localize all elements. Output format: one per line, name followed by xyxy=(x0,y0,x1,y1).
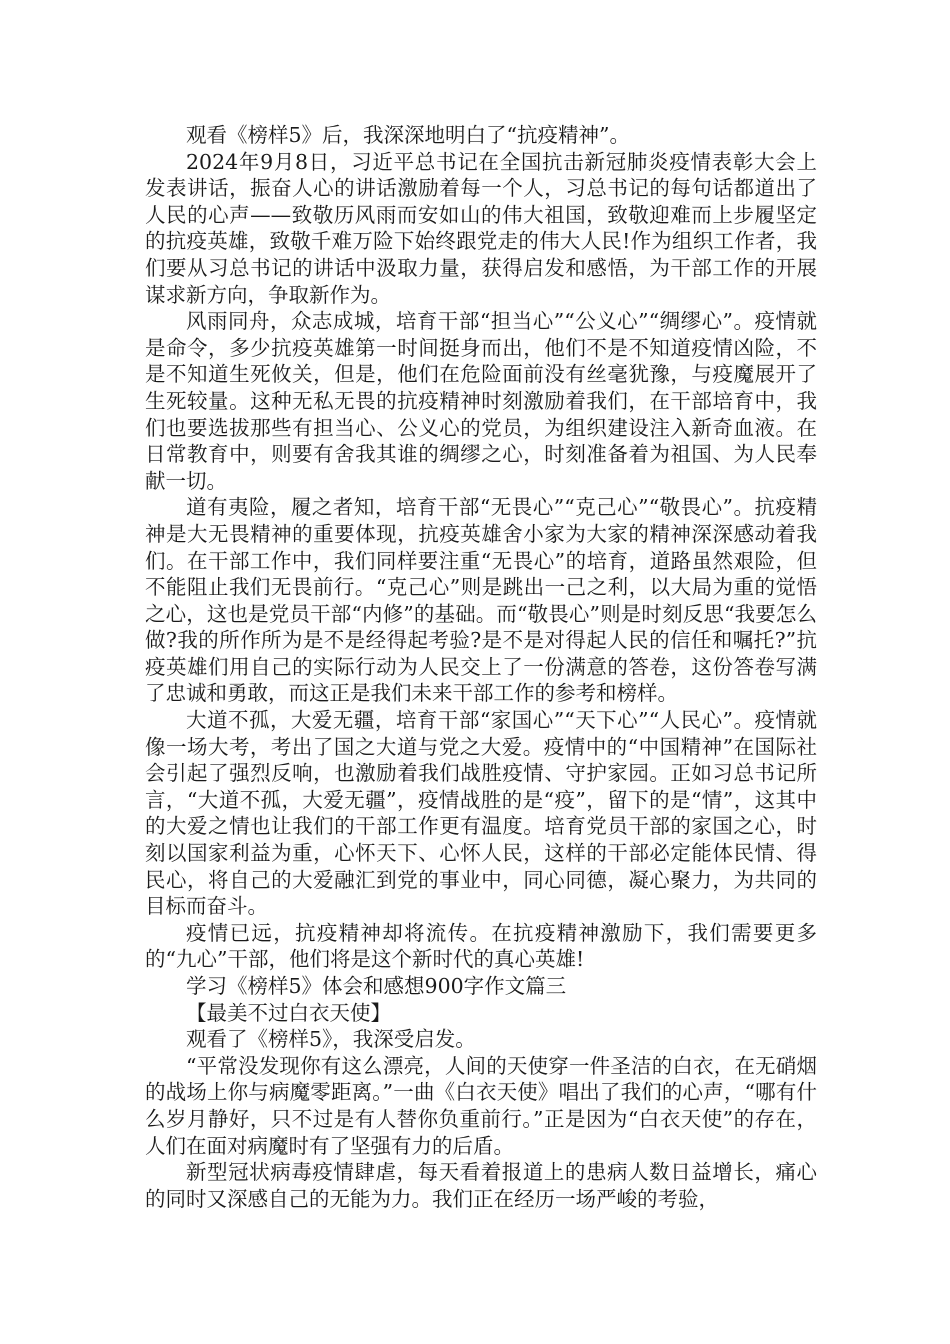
section-subtitle: 【最美不过白衣天使】 xyxy=(186,1000,391,1025)
paragraph-song-quote: “平常没发现你有这么漂亮，人间的天使穿一件圣洁的白衣，在无硝烟的战场上你与病魔零距离。”一曲《白衣天使》唱出了我们的心声，“哪有什么岁月静好，只不过是有人替你负重前行。”正是因为“白衣天使”的存在，人们在面对病魔时有了坚强有力的后盾。 xyxy=(145,1053,817,1158)
section-heading: 学习《榜样5》体会和感想900字作文篇三 xyxy=(186,974,567,998)
paragraph-epidemic: 新型冠状病毒疫情肆虐，每天看着报道上的患病人数日益增长，痛心的同时又深感自己的无能为力。我们正在经历一场严峻的考验， xyxy=(145,1160,817,1211)
paragraph-intro: 观看《榜样5》后，我深深地明白了“抗疫精神”。 xyxy=(186,123,631,147)
paragraph-speech: 2024年9月8日，习近平总书记在全国抗击新冠肺炎疫情表彰大会上发表讲话，振奋人心的讲话激励着每一个人，习总书记的每句话都道出了人民的心声——致敬历风雨而安如山的伟大祖国，致敬迎难而上步履坚定的抗疫英雄，致敬千难万险下始终跟党走的伟大人民!作为组织工作者，我们要从习总书记的讲话中汲取力量，获得启发和感悟，为干部工作的开展谋求新方向，争取新作为。 xyxy=(145,149,817,307)
paragraph-fearless: 道有夷险，履之者知，培育干部“无畏心”“克己心”“敬畏心”。抗疫精神是大无畏精神的重要体现，抗疫英雄舍小家为大家的精神深深感动着我们。在干部工作中，我们同样要注重“无畏心”的培育，道路虽然艰险，但不能阻止我们无畏前行。“克己心”则是跳出一己之利，以大局为重的觉悟之心，这也是党员干部“内修”的基础。而“敬畏心”则是时刻反思“我要怎么做?我的所作所为是不是经得起考验?是不是对得起人民的信任和嘱托?”抗疫英雄们用自己的实际行动为人民交上了一份满意的答卷，这份答卷写满了忠诚和勇敢，而这正是我们未来干部工作的参考和榜样。 xyxy=(145,495,817,706)
paragraph-inspired: 观看了《榜样5》，我深受启发。 xyxy=(186,1027,476,1052)
document-body xyxy=(145,122,817,1212)
paragraph-responsibility: 风雨同舟，众志成城，培育干部“担当心”“公义心”“绸缪心”。疫情就是命令，多少抗疫英雄第一时间挺身而出，他们不是不知道疫情凶险，不是不知道生死攸关，但是，他们在危险面前没有丝毫犹豫，与疫魔展开了生死较量。这种无私无畏的抗疫精神时刻激励着我们，在干部培育中，我们也要选拔那些有担当心、公义心的党员，为组织建设注入新奇血液。在日常教育中，则要有舍我其谁的绸缪之心，时刻准备着为祖国、为人民奉献一切。 xyxy=(145,309,817,493)
paragraph-conclusion: 疫情已远，抗疫精神却将流传。在抗疫精神激励下，我们需要更多的“九心”干部，他们将是这个新时代的真心英雄! xyxy=(145,920,817,972)
paragraph-great-love: 大道不孤，大爱无疆，培育干部“家国心”“天下心”“人民心”。疫情就像一场大考，考出了国之大道与党之大爱。疫情中的“中国精神”在国际社会引起了强烈反响，也激励着我们战胜疫情、守护家园。正如习总书记所言，“大道不孤，大爱无疆”，疫情战胜的是“疫”，留下的是“情”，这其中的大爱之情也让我们的干部工作更有温度。培育党员干部的家国之心，时刻以国家利益为重，心怀天下、心怀人民，这样的干部必定能体民情、得民心，将自己的大爱融汇到党的事业中，同心同德，凝心聚力，为共同的目标而奋斗。 xyxy=(145,708,817,919)
